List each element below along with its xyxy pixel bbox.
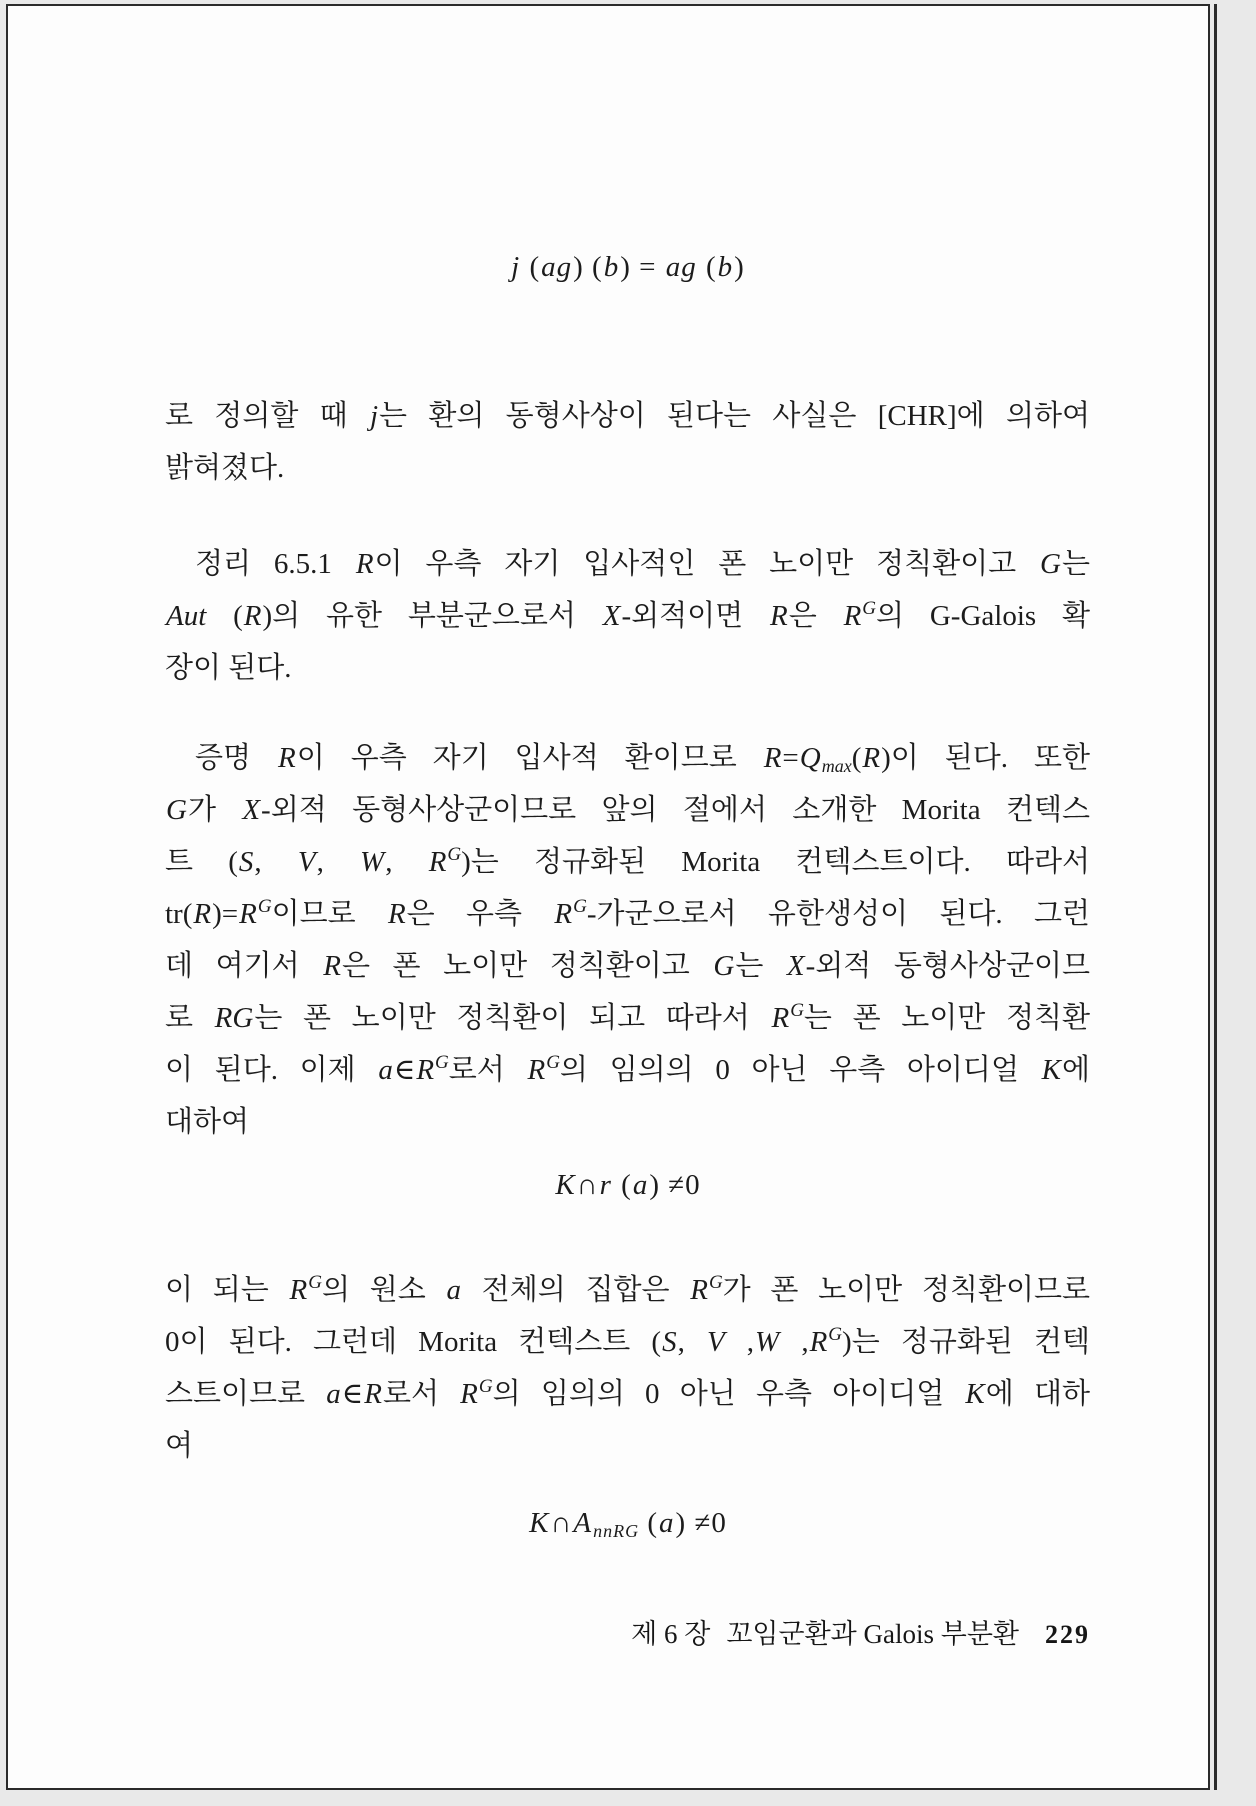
closing-paragraph	[165, 1264, 1090, 1472]
theorem-line: 장이 된다.	[165, 652, 292, 684]
text-line: 0이 된다. 그런데 Morita 컨텍스트 (S, V ,W $,R^G$)는 정규화된 컨텍	[165, 1324, 1091, 1358]
page-footer	[165, 1614, 1090, 1655]
proof-line: 이 된다. 이제 $a\in R^G$로서 $R^G$의 임의의 0 아닌 우측 아이디얼 K에	[165, 1052, 1090, 1086]
equation-k-intersection-ann: $K\cap A_{nnRG}$ (a) ≠0	[529, 1507, 727, 1541]
theorem-line: Aut (R)의 유한 부분군으로서 X-외적이면 R은 $R^G$의 G-Galois 확	[166, 598, 1090, 632]
proof-line: 트 (S, V, W, $R^G$)는 정규화된 Morita 컨텍스트이다. 따라서	[165, 844, 1091, 878]
equation-j-definition: j (ag) (b) = ag (b)	[511, 251, 745, 283]
text-line: 스트이므로 a∈R로서 $R^G$의 임의의 0 아닌 우측 아이디얼 K에 대하	[165, 1376, 1090, 1410]
page-content	[165, 6, 1090, 1655]
page-number: 229	[1045, 1620, 1090, 1649]
proof-line: 대하여	[165, 1106, 250, 1138]
proof-line: G가 X-외적 동형사상군이므로 앞의 절에서 소개한 Morita 컨텍스	[166, 794, 1091, 826]
text-line: 이 되는 $R^G$의 원소 a 전체의 집합은 $R^G$가 폰 노이만 정칙환이므로	[165, 1272, 1091, 1306]
theorem-paragraph	[165, 538, 1090, 694]
chapter-label: 제 6 장	[631, 1619, 711, 1649]
proof-line: 로 RG는 폰 노이만 정칙환이 되고 따라서 $R^G$는 폰 노이만 정칙환	[165, 1000, 1090, 1034]
proof-line: 증명 R이 우측 자기 입사적 환이므로 $R=Q_{max}(R)$이 된다. 또한	[195, 742, 1091, 776]
text-line: 여	[165, 1430, 194, 1462]
intro-paragraph	[165, 390, 1090, 494]
proof-line: $tr(R)=R^G$이므로 R은 우측 $R^G-$가군으로서 유한생성이 된다. 그런	[165, 896, 1090, 930]
theorem-line: 정리 6.5.1 R이 우측 자기 입사적인 폰 노이만 정칙환이고 G는	[195, 548, 1090, 580]
chapter-title: 꼬임군환과 Galois 부분환	[726, 1619, 1019, 1649]
text-line: 밝혀졌다.	[165, 452, 285, 484]
text-line: 로 정의할 때 j는 환의 동형사상이 된다는 사실은 [CHR]에 의하여	[165, 400, 1090, 432]
equation-k-intersection-r: K∩r (a) ≠0	[555, 1169, 701, 1201]
page-sheet	[6, 4, 1210, 1790]
proof-line: 데 여기서 R은 폰 노이만 정칙환이고 G는 X-외적 동형사상군이므	[165, 950, 1090, 982]
proof-paragraph	[165, 732, 1090, 1148]
